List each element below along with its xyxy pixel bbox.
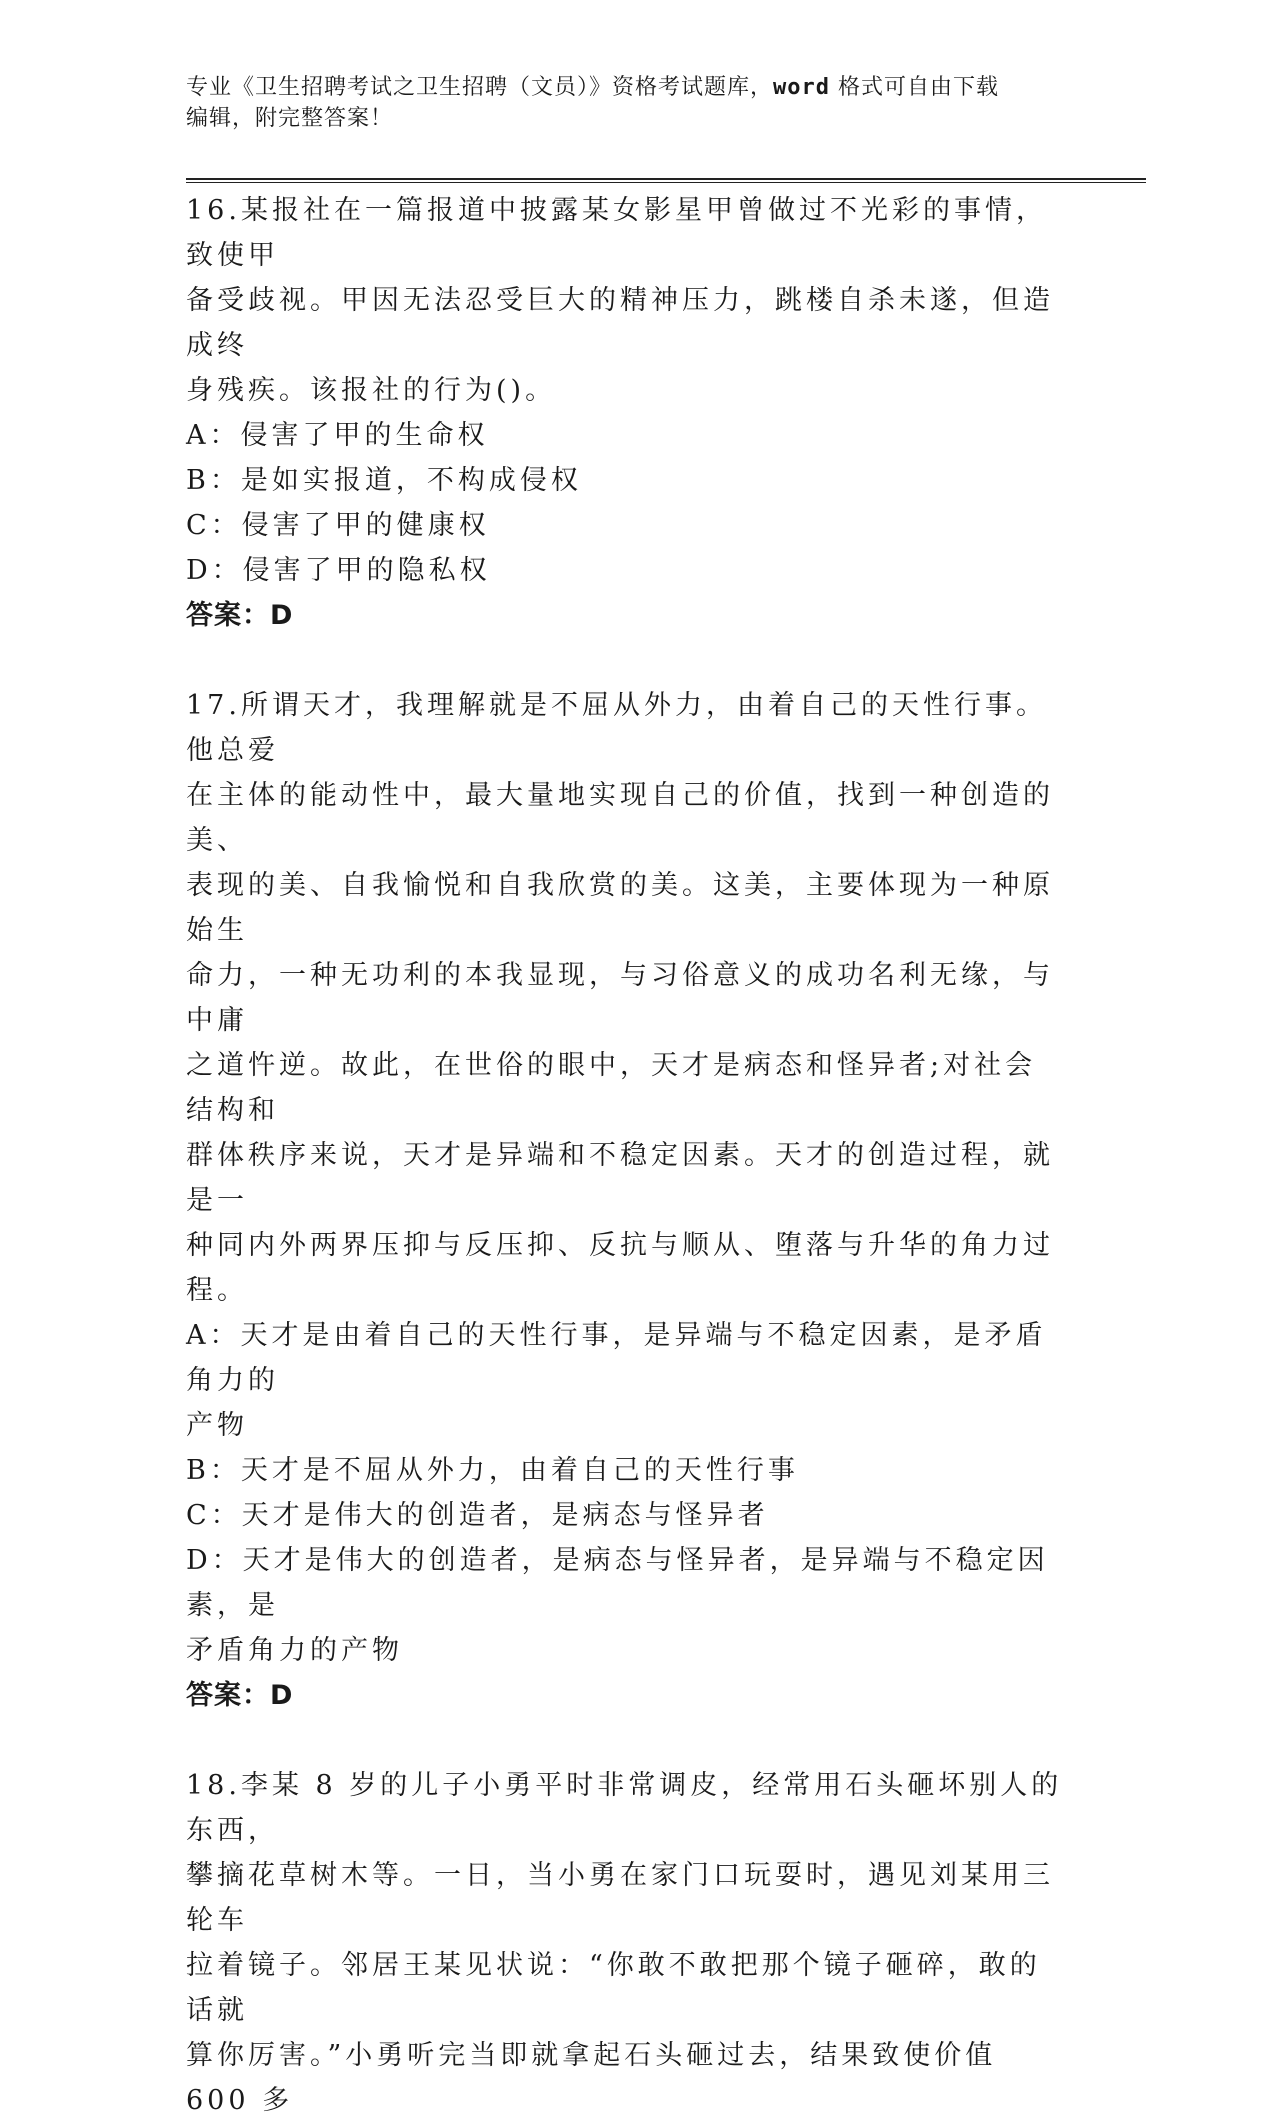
question-stem-line: 命力，一种无功利的本我显现，与习俗意义的成功名利无缘，与中庸 xyxy=(186,960,1054,1036)
question-block xyxy=(186,1763,1066,2123)
answer-option: B：是如实报道，不构成侵权 xyxy=(186,465,582,496)
question-stem-line: 群体秩序来说，天才是异端和不稳定因素。天才的创造过程，就是一 xyxy=(186,1140,1054,1216)
question-stem-line: 备受歧视。甲因无法忍受巨大的精神压力，跳楼自杀未遂，但造成终 xyxy=(186,285,1054,361)
question-stem-line: 算你厉害。”小勇听完当即就拿起石头砸过去，结果致使价值 600 多 xyxy=(186,2040,997,2116)
answer-option: B：天才是不屈从外力，由着自己的天性行事 xyxy=(186,1455,799,1486)
question-spacer xyxy=(186,638,1066,683)
header-line-2: 编辑，附完整答案！ xyxy=(186,106,394,131)
question-stem-line: 身残疾。该报社的行为()。 xyxy=(186,375,557,406)
question-stem-line: 种同内外两界压抑与反压抑、反抗与顺从、堕落与升华的角力过程。 xyxy=(186,1230,1054,1306)
answer-option: A：天才是由着自己的天性行事，是异端与不稳定因素，是矛盾角力的 xyxy=(186,1320,1047,1396)
question-stem-line: 在主体的能动性中，最大量地实现自己的价值，找到一种创造的美、 xyxy=(186,780,1054,856)
answer-option: C：侵害了甲的健康权 xyxy=(186,510,490,541)
answer-option: A：侵害了甲的生命权 xyxy=(186,420,489,451)
answer-option: C：天才是伟大的创造者，是病态与怪异者 xyxy=(186,1500,769,1531)
question-stem-line: 17.所谓天才，我理解就是不屈从外力，由着自己的天性行事。他总爱 xyxy=(186,690,1047,766)
question-list xyxy=(186,188,1066,2123)
question-stem-line: 拉着镜子。邻居王某见状说：“你敢不敢把那个镜子砸碎，敢的话就 xyxy=(186,1950,1041,2026)
answer-option: 矛盾角力的产物 xyxy=(186,1635,403,1666)
answer-key: 答案：D xyxy=(186,1680,294,1711)
answer-key: 答案：D xyxy=(186,600,294,631)
question-stem-line: 攀摘花草树木等。一日，当小勇在家门口玩耍时，遇见刘某用三轮车 xyxy=(186,1860,1054,1936)
question-stem-line: 之道忤逆。故此，在世俗的眼中，天才是病态和怪异者;对社会结构和 xyxy=(186,1050,1037,1126)
document-header xyxy=(186,72,1066,134)
question-stem-line: 16.某报社在一篇报道中披露某女影星甲曾做过不光彩的事情，致使甲 xyxy=(186,195,1047,271)
question-stem-line: 18.李某 8 岁的儿子小勇平时非常调皮，经常用石头砸坏别人的东西， xyxy=(186,1770,1063,1846)
question-block xyxy=(186,188,1066,683)
answer-option: D：天才是伟大的创造者，是病态与怪异者，是异端与不稳定因素，是 xyxy=(186,1545,1049,1621)
header-line-1: 专业《卫生招聘考试之卫生招聘（文员）》资格考试题库，word 格式可自由下载 xyxy=(186,75,999,100)
header-divider-thin xyxy=(186,182,1146,183)
question-stem-line: 表现的美、自我愉悦和自我欣赏的美。这美，主要体现为一种原始生 xyxy=(186,870,1054,946)
word-keyword: word xyxy=(773,75,830,100)
header-divider-thick xyxy=(186,178,1146,180)
answer-option: 产物 xyxy=(186,1410,248,1441)
question-spacer xyxy=(186,1718,1066,1763)
question-block xyxy=(186,683,1066,1763)
answer-option: D：侵害了甲的隐私权 xyxy=(186,555,491,586)
